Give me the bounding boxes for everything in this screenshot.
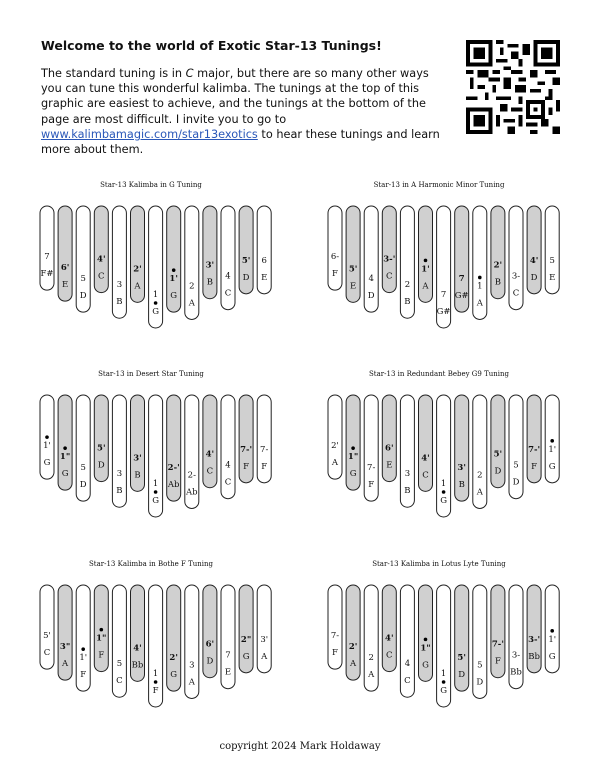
kalimba-key: [346, 395, 360, 490]
kalimba-diagram-desert-star: [26, 370, 276, 540]
key-note: G: [43, 458, 51, 469]
kalimba-key: [328, 395, 342, 479]
key-note: G: [548, 461, 556, 472]
kalimba-key: [149, 395, 163, 517]
key-note: A: [331, 458, 339, 469]
key-note: F: [243, 461, 250, 472]
key-note: Ab: [186, 487, 198, 498]
key-note: E: [386, 460, 393, 471]
key-note: D: [530, 272, 538, 283]
kalimba-key: [203, 585, 217, 678]
kalimba-key: [58, 395, 72, 490]
key-note: C: [98, 271, 105, 282]
key-number: 6': [205, 639, 215, 650]
kalimba-key: [400, 395, 414, 507]
key-note: G: [242, 651, 250, 662]
key-number: 7-: [260, 444, 269, 455]
key-note: G: [440, 496, 447, 506]
kalimba-key: [419, 395, 433, 491]
key-number: 2': [348, 642, 358, 653]
key-number: 4': [97, 254, 106, 265]
keys-svg: [26, 370, 276, 540]
key-number: 3': [133, 453, 142, 464]
kalimba-title: Star-13 in Redundant Bebey G9 Tuning: [369, 370, 509, 378]
key-number: 1: [152, 669, 159, 679]
key-note: F: [531, 461, 538, 472]
kalimba-key: [131, 395, 145, 491]
qr-code-icon: [466, 40, 560, 134]
key-note: B: [404, 486, 411, 497]
kalimba-key: [185, 585, 199, 698]
key-number: 4': [529, 255, 539, 266]
kalimba-key: [382, 585, 396, 672]
key-number: 3: [116, 280, 123, 291]
key-note: E: [61, 280, 69, 291]
key-note: A: [134, 281, 141, 292]
key-number: 5: [80, 463, 86, 474]
kalimba-key: [437, 395, 451, 517]
kalimba-key: [185, 395, 199, 508]
kalimba-key: [112, 395, 126, 507]
key-note: C: [206, 466, 214, 477]
key-note: D: [494, 466, 502, 477]
kalimba-key: [346, 585, 360, 680]
kalimba-key: [203, 206, 217, 299]
key-number: 5: [116, 659, 123, 670]
kalimba-key: [509, 585, 523, 689]
key-note: A: [476, 298, 483, 309]
kalimba-key: [382, 206, 396, 293]
octave-dot: [154, 301, 158, 305]
key-note: G: [548, 651, 556, 662]
kalimba-key: [364, 206, 378, 312]
page-title: Welcome to the world of Exotic Star-13 Tunings!: [41, 38, 382, 53]
octave-dot: [442, 490, 446, 494]
key-note: B: [134, 470, 141, 481]
key-number: 4': [385, 633, 394, 644]
key-number: 2': [493, 260, 503, 271]
key-note: F: [332, 648, 338, 659]
key-number: 1: [440, 669, 447, 679]
key-number: 2': [133, 264, 142, 275]
key-number: 1': [43, 441, 51, 452]
keys-svg: [26, 560, 276, 730]
key-note: G: [349, 469, 357, 480]
key-note: F: [80, 670, 87, 681]
octave-dot: [154, 680, 158, 684]
key-number: 2": [240, 634, 252, 645]
key-note: F: [332, 269, 338, 280]
key-note: G#: [436, 307, 451, 317]
key-note: C: [386, 650, 393, 661]
key-number: 1': [79, 653, 88, 664]
key-note: E: [549, 272, 556, 283]
copyright-footer: copyright 2024 Mark Holdaway: [219, 741, 381, 752]
octave-dot: [424, 638, 428, 642]
key-number: 5': [493, 449, 503, 460]
kalimba-key: [527, 395, 541, 483]
key-note: F: [494, 656, 501, 667]
key-number: 4: [225, 271, 231, 282]
octave-dot: [442, 680, 446, 684]
key-number: 4: [368, 274, 374, 285]
kalimba-key: [419, 585, 433, 681]
kalimba-key: [509, 206, 523, 310]
key-note: D: [97, 460, 105, 471]
key-note: A: [476, 487, 483, 498]
key-note: C: [224, 288, 232, 299]
key-note: G: [152, 307, 159, 317]
key-note: G: [61, 469, 69, 480]
key-note: E: [261, 272, 268, 283]
keys-svg: [314, 181, 564, 351]
kalimba-key: [473, 395, 487, 508]
kalimba-key: [94, 395, 108, 482]
key-note: B: [116, 486, 123, 497]
kalimba-key: [149, 206, 163, 328]
key-number: 1': [169, 274, 178, 285]
key-number: 1: [152, 479, 159, 489]
key-number: 1": [347, 452, 359, 463]
key-note: B: [116, 297, 123, 308]
kalimba-key: [491, 395, 505, 488]
key-number: 7: [440, 290, 447, 300]
key-number: 3-': [383, 254, 396, 265]
kalimba-diagram-g: [26, 181, 276, 351]
kalimba-key: [131, 206, 145, 302]
key-number: 3": [59, 642, 71, 653]
kalimba-key: [131, 585, 145, 681]
kalimba-key: [239, 585, 253, 673]
key-number: 1': [548, 444, 557, 455]
key-number: 3': [205, 260, 215, 271]
key-note: D: [458, 670, 466, 681]
key-note: C: [422, 470, 429, 481]
key-number: 1": [59, 452, 71, 463]
key-number: 7-: [330, 631, 340, 642]
key-note: F: [368, 480, 375, 491]
key-note: D: [242, 272, 250, 283]
kalimba-key: [364, 585, 378, 691]
key-number: 4': [133, 643, 142, 654]
key-note: D: [79, 480, 87, 491]
key-note: Bb: [131, 660, 144, 671]
intro-text-2: major, but there are so many other ways you can tune this wonderful kalimba. The tunings at the top of this graphic are easiest to achieve, and the tunings at the bottom of the page are most difficult. I invite you to go to: [41, 67, 429, 126]
key-note: A: [350, 659, 357, 670]
key-number: 5: [549, 255, 555, 266]
kalimba-key: [221, 585, 235, 689]
key-note: C: [43, 648, 51, 659]
star13-link[interactable]: www.kalimbamagic.com/star13exotics: [41, 127, 258, 141]
kalimba-key: [76, 395, 90, 501]
kalimba-key: [491, 585, 505, 678]
octave-dot: [550, 629, 554, 633]
octave-dot: [172, 268, 176, 272]
key-number: 2-: [187, 470, 196, 481]
keys-svg: [314, 560, 564, 730]
key-number: 2: [189, 281, 195, 292]
key-number: 1": [96, 633, 107, 644]
kalimba-diagram-lotus-lyte: [314, 560, 564, 730]
key-note: C: [404, 676, 411, 687]
key-number: 2: [368, 653, 374, 664]
kalimba-key: [455, 395, 469, 501]
kalimba-key: [94, 585, 108, 672]
kalimba-key: [527, 206, 541, 294]
kalimba-key: [167, 206, 181, 312]
key-note: F#: [40, 269, 54, 280]
key-number: 1: [477, 281, 483, 292]
kalimba-key: [527, 585, 541, 673]
octave-dot: [63, 446, 67, 450]
kalimba-key: [76, 206, 90, 312]
key-note: A: [188, 677, 195, 688]
key-note: Bb: [510, 667, 522, 678]
kalimba-key: [328, 585, 342, 669]
kalimba-title: Star-13 in Desert Star Tuning: [98, 370, 204, 378]
key-number: 1: [440, 479, 447, 489]
key-note: A: [368, 670, 375, 681]
kalimba-title: Star-13 Kalimba in Lotus Lyte Tuning: [372, 560, 506, 568]
key-number: 3-': [528, 634, 541, 645]
key-note: B: [404, 297, 411, 308]
kalimba-key: [328, 206, 342, 290]
kalimba-key: [382, 395, 396, 482]
kalimba-key: [346, 206, 360, 302]
kalimba-key: [437, 206, 451, 328]
kalimba-key: [149, 585, 163, 707]
key-note: C: [386, 271, 393, 282]
key-number: 3: [189, 660, 195, 671]
kalimba-key: [239, 395, 253, 483]
kalimba-key: [221, 395, 235, 499]
kalimba-key: [545, 206, 559, 294]
key-number: 4': [205, 449, 215, 460]
octave-dot: [81, 647, 85, 651]
key-number: 1": [420, 643, 431, 654]
key-number: 6': [60, 263, 70, 274]
key-number: 7: [225, 650, 231, 661]
key-number: 3-: [511, 650, 521, 661]
kalimba-key: [473, 206, 487, 319]
kalimba-key: [40, 395, 54, 479]
key-note: B: [494, 277, 502, 288]
kalimba-diagram-a-harmonic-minor: [314, 181, 564, 351]
key-number: 1': [548, 634, 557, 645]
key-number: 4: [225, 460, 231, 471]
key-number: 2': [169, 653, 178, 664]
key-note: A: [188, 298, 195, 309]
key-number: 2: [404, 280, 411, 291]
key-note: G: [440, 686, 447, 696]
kalimba-key: [203, 395, 217, 488]
kalimba-key: [455, 206, 469, 312]
octave-dot: [100, 628, 104, 632]
key-number: 5: [80, 274, 86, 285]
key-number: 1': [421, 264, 430, 275]
key-note: G: [170, 291, 178, 302]
key-note: A: [422, 281, 429, 292]
key-note: D: [476, 677, 484, 688]
key-note: E: [349, 281, 357, 292]
key-note: A: [261, 651, 268, 662]
key-number: 5': [348, 264, 358, 275]
kalimba-diagram-redundant-bebey: [314, 370, 564, 540]
key-number: 5: [477, 660, 483, 671]
octave-dot: [478, 276, 482, 280]
key-note: A: [62, 659, 69, 670]
octave-dot: [351, 446, 355, 450]
key-number: 7: [44, 252, 50, 263]
key-note: D: [512, 477, 520, 488]
kalimba-key: [112, 206, 126, 318]
key-note: Ab: [167, 480, 180, 491]
octave-dot: [154, 490, 158, 494]
key-number: 2': [331, 441, 339, 452]
kalimba-title: Star-13 Kalimba in G Tuning: [100, 181, 202, 189]
key-note: D: [79, 291, 87, 302]
key-number: 3': [260, 634, 269, 645]
key-number: 7-': [528, 444, 541, 455]
kalimba-key: [257, 395, 271, 483]
key-note: B: [458, 480, 465, 491]
key-number: 5: [513, 460, 519, 471]
key-number: 7-: [367, 463, 376, 474]
key-note: B: [206, 277, 214, 288]
kalimba-key: [491, 206, 505, 299]
kalimba-key: [76, 585, 90, 691]
kalimba-key: [94, 206, 108, 293]
key-number: 5': [457, 653, 466, 664]
key-number: 5': [43, 631, 51, 642]
key-number: 7-': [240, 444, 253, 455]
kalimba-key: [400, 206, 414, 318]
key-number: 7-': [491, 639, 504, 650]
keys-svg: [314, 370, 564, 540]
kalimba-key: [58, 206, 72, 301]
key-number: 3: [404, 469, 411, 480]
key-note: E: [224, 667, 232, 678]
kalimba-key: [364, 395, 378, 501]
key-note: G: [152, 496, 159, 506]
key-number: 4: [404, 659, 411, 670]
key-number: 7: [458, 274, 465, 285]
kalimba-key: [112, 585, 126, 697]
kalimba-key: [167, 585, 181, 691]
intro-key-c: C: [185, 67, 194, 80]
intro-paragraph: [41, 66, 446, 157]
key-note: C: [512, 288, 520, 299]
kalimba-key: [455, 585, 469, 691]
kalimba-key: [167, 395, 181, 501]
key-note: D: [367, 291, 375, 302]
kalimba-title: Star-13 Kalimba in Bothe F Tuning: [88, 560, 214, 568]
key-note: C: [224, 477, 232, 488]
kalimba-key: [40, 206, 54, 290]
key-note: G#: [454, 291, 469, 302]
key-note: G: [422, 660, 429, 671]
kalimba-key: [509, 395, 523, 499]
kalimba-key: [419, 206, 433, 302]
key-note: F: [261, 461, 268, 472]
kalimba-key: [545, 585, 559, 673]
kalimba-key: [239, 206, 253, 294]
octave-dot: [550, 439, 554, 443]
kalimba-title: Star-13 in A Harmonic Minor Tuning: [373, 181, 505, 189]
intro-text-3: to hear these tunings and learn more about them.: [41, 127, 440, 157]
key-note: D: [206, 656, 214, 667]
kalimba-key: [221, 206, 235, 310]
key-note: F: [98, 650, 105, 661]
kalimba-diagram-bothe-f: [26, 560, 276, 730]
kalimba-key: [58, 585, 72, 680]
keys-svg: [26, 181, 276, 351]
key-number: 6: [261, 255, 267, 266]
kalimba-key: [257, 585, 271, 673]
key-note: Bb: [528, 651, 540, 662]
octave-dot: [45, 435, 49, 439]
key-number: 4': [421, 453, 430, 464]
key-number: 3: [116, 469, 123, 480]
key-number: 3-: [511, 271, 521, 282]
octave-dot: [424, 259, 428, 263]
key-note: C: [116, 676, 123, 687]
intro-text-1: The standard tuning is in: [41, 67, 186, 80]
key-number: 5': [241, 255, 251, 266]
key-number: 2: [477, 470, 483, 481]
key-number: 6': [385, 443, 394, 454]
key-number: 5': [97, 443, 106, 454]
key-number: 3': [457, 463, 466, 474]
key-note: F: [152, 686, 159, 696]
kalimba-key: [437, 585, 451, 707]
kalimba-key: [400, 585, 414, 697]
kalimba-key: [545, 395, 559, 483]
key-number: 1: [152, 290, 159, 300]
key-number: 6-: [330, 252, 340, 263]
kalimba-key: [473, 585, 487, 698]
kalimba-key: [185, 206, 199, 319]
key-note: G: [170, 670, 178, 681]
key-number: 2-': [167, 463, 180, 474]
kalimba-key: [257, 206, 271, 294]
kalimba-key: [40, 585, 54, 669]
